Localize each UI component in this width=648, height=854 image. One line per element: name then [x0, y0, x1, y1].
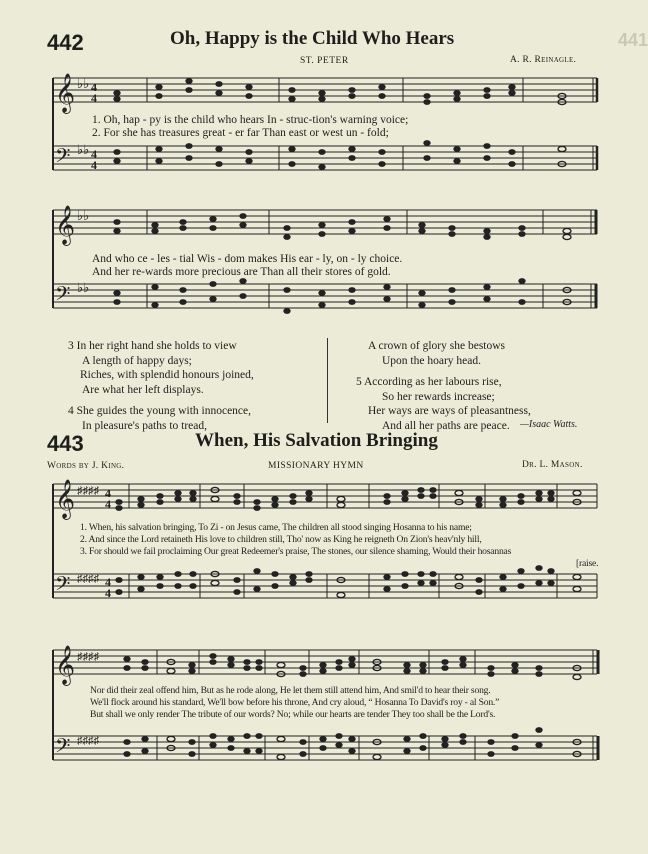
svg-text:𝄞: 𝄞 — [55, 73, 76, 113]
svg-text:𝄢: 𝄢 — [55, 734, 71, 762]
verse-line: A length of happy days; — [82, 354, 192, 367]
svg-text:𝄢: 𝄢 — [55, 572, 71, 600]
verse-line: Riches, with splendid honours joined, — [80, 369, 254, 381]
hymn-title-443: When, His Salvation Bringing — [195, 430, 438, 451]
svg-text:♯♯♯♯: ♯♯♯♯ — [77, 485, 99, 497]
svg-text:4: 4 — [91, 158, 97, 172]
lyric-443-1-verse3: 3. For should we fail proclaiming Our great Redeemer's praise, The stones, our silence shaming, Would their hosannas — [80, 546, 512, 557]
svg-text:♭♭: ♭♭ — [77, 280, 90, 295]
words-by-443: Words by J. King. — [47, 461, 125, 471]
lyric-442-1-verse1: 1. Oh, hap - py is the child who hears In - struc-tion's warning voice; — [92, 114, 409, 126]
composer-442: A. R. Reinagle. — [510, 55, 577, 65]
verse-line: Upon the hoary head. — [382, 354, 481, 367]
svg-text:4: 4 — [91, 80, 97, 94]
verse-divider — [327, 338, 328, 423]
hymn-number-443: 443 — [47, 431, 84, 456]
verse-line: A crown of glory she bestows — [368, 340, 506, 352]
lyric-443-2-verse1: Nor did their zeal offend him, But as he rode along, He let them still attend him, And smil'd to hear their song. — [90, 685, 491, 696]
verses-right-442 — [356, 339, 531, 433]
lyric-443-2-verse3: But shall we only render The tribute of our words? No; while our hearts are tender They too shall be the Lord's. — [90, 709, 496, 720]
svg-text:♯♯♯♯: ♯♯♯♯ — [77, 573, 99, 585]
svg-text:𝄢: 𝄢 — [55, 144, 71, 172]
composer-443: Dr. L. Mason. — [522, 460, 583, 470]
lyric-443-1-verse3-overflow: [raise. — [576, 558, 599, 569]
verse-line: And all her paths are peace. — [382, 419, 510, 432]
tune-name-443: MISSIONARY HYMN — [268, 461, 364, 471]
svg-text:4: 4 — [105, 486, 111, 500]
lyric-443-1-verse1: 1. When, his salvation bringing, To Zi - on Jesus came, The children all stood singing Hosanna to his name; — [80, 522, 472, 533]
lyric-443-1-verse2: 2. And since the Lord retaineth His love to children still, Tho' now as King he reigneth On Zion's heav'nly hill, — [80, 534, 482, 545]
lyric-442-2-verse2: And her re-wards more precious are Than all their stores of gold. — [92, 266, 391, 278]
page-bleed-number: 441 — [618, 30, 648, 50]
svg-text:𝄢: 𝄢 — [55, 282, 71, 310]
svg-text:4: 4 — [105, 575, 111, 589]
verse-line: Her ways are ways of pleasantness, — [368, 405, 531, 417]
verse-line: So her rewards increase; — [382, 390, 495, 403]
svg-text:𝄞: 𝄞 — [55, 479, 76, 519]
svg-text:𝄞: 𝄞 — [55, 645, 76, 685]
verse-line: In pleasure's paths to tread, — [82, 419, 208, 432]
svg-text:4: 4 — [105, 586, 111, 600]
svg-text:4: 4 — [91, 147, 97, 161]
music-system-443-1 — [47, 470, 603, 620]
svg-text:♯♯♯♯: ♯♯♯♯ — [77, 735, 99, 747]
svg-text:4: 4 — [105, 497, 111, 511]
svg-text:4: 4 — [91, 91, 97, 105]
author-credit-442: —Isaac Watts. — [520, 419, 578, 430]
lyric-443-2-verse2: We'll flock around his standard, We'll bow before his throne, And cry aloud, “ Hosanna To David's roy - al Son.” — [90, 697, 500, 708]
svg-text:♭♭: ♭♭ — [77, 76, 90, 91]
hymn-number-442: 442 — [47, 30, 84, 55]
svg-text:♭♭: ♭♭ — [77, 208, 90, 223]
svg-text:♭♭: ♭♭ — [77, 142, 90, 157]
verse-line: 4 She guides the young with innocence, — [68, 405, 252, 417]
lyric-442-2-verse1: And who ce - les - tial Wis - dom makes His ear - ly, on - ly choice. — [92, 253, 403, 265]
verse-line: 5 According as her labours rise, — [356, 376, 502, 388]
tune-name-442: ST. PETER — [300, 56, 349, 66]
svg-text:𝄞: 𝄞 — [55, 205, 76, 245]
verse-line: 3 In her right hand she holds to view — [68, 340, 237, 352]
verse-line: Are what her left displays. — [82, 383, 204, 396]
verses-left-442 — [68, 339, 254, 433]
hymn-title-442: Oh, Happy is the Child Who Hears — [170, 28, 455, 49]
svg-text:♯♯♯♯: ♯♯♯♯ — [77, 651, 99, 663]
lyric-442-1-verse2: 2. For she has treasures great - er far Than east or west un - fold; — [92, 127, 389, 139]
music-system-442-1 — [47, 66, 603, 186]
